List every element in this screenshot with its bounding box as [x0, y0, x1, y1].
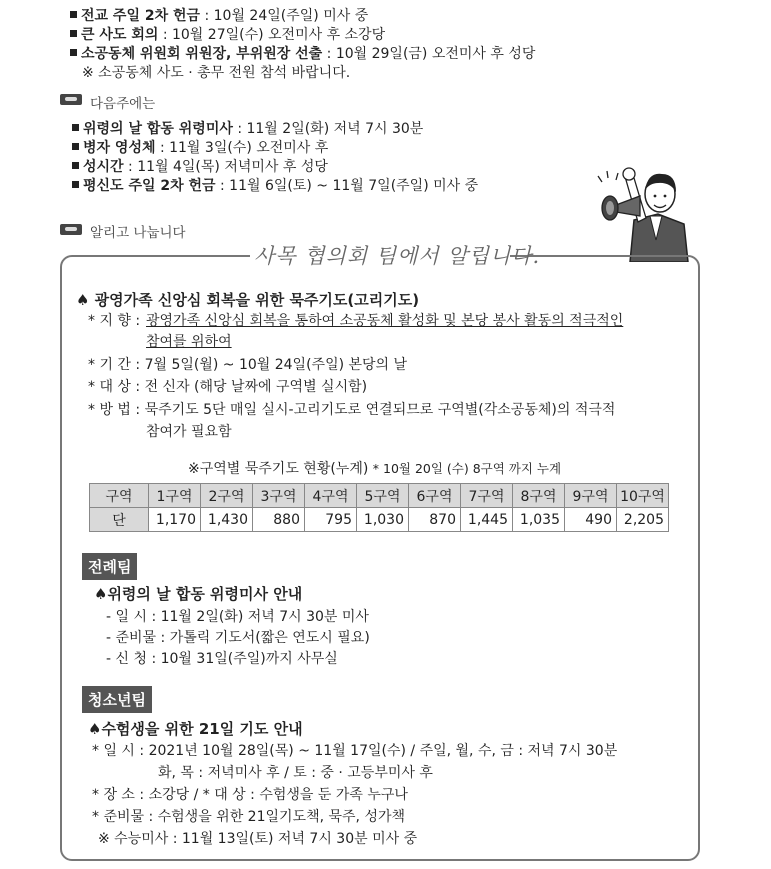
table-cell: 1,430 [201, 508, 253, 532]
schedule-title: 성시간 [83, 159, 124, 175]
youth-line: * 장 소 : 소강당 / * 대 상 : 수험생을 둔 가족 누구나 [92, 787, 408, 803]
status-title: ※구역별 묵주기도 현황(누계) [188, 461, 369, 477]
district-header: 2구역 [201, 484, 253, 508]
district-header: 9구역 [565, 484, 617, 508]
schedule-detail: : 11월 6일(토) ~ 11월 7일(주일) 미사 중 [215, 178, 479, 194]
district-header: 8구역 [513, 484, 565, 508]
rosary-goal-line1: 광영가족 신앙심 회복을 통하여 소공동체 활성화 및 본당 봉사 활동의 적극적인 [146, 313, 624, 329]
announce-detail: : 10월 27일(수) 오전미사 후 소강당 [158, 27, 386, 43]
rosary-method-line2: 참여가 필요함 [146, 424, 232, 440]
rosary-goal-label: * 지 향 : [88, 313, 141, 329]
team-label-youth: 청소년팀 [82, 686, 152, 713]
district-header: 6구역 [409, 484, 461, 508]
team-label-liturgy: 전례팀 [82, 553, 137, 580]
rosary-method-line1: * 방 법 : 묵주기도 5단 매일 실시-고리기도로 연결되므로 구역별(각소공동체)의 적극적 [88, 402, 616, 418]
schedule-title: 위령의 날 합동 위령미사 [83, 121, 233, 137]
table-header-cell: 단 [90, 508, 149, 532]
megaphone-man-illustration [596, 150, 696, 262]
announce-item [70, 45, 535, 64]
table-header-cell: 구역 [90, 484, 149, 508]
announce-title: 전교 주일 2차 헌금 [81, 8, 201, 24]
liturgy-heading: ♠위령의 날 합동 위령미사 안내 [94, 585, 303, 603]
rosary-period: * 기 간 : 7월 5일(월) ~ 10월 24일(주일) 본당의 날 [88, 357, 408, 373]
table-cell: 1,030 [357, 508, 409, 532]
liturgy-line: - 일 시 : 11월 2일(화) 저녁 7시 30분 미사 [106, 609, 369, 625]
schedule-item [72, 177, 478, 196]
youth-line: 화, 목 : 저녁미사 후 / 토 : 중 · 고등부미사 후 [158, 765, 433, 781]
status-caption [188, 459, 561, 479]
liturgy-line: - 준비물 : 가톨릭 기도서(짧은 연도시 필요) [106, 630, 370, 646]
district-header: 7구역 [461, 484, 513, 508]
announce-detail: : 10월 29일(금) 오전미사 후 성당 [322, 46, 536, 62]
announce-note: ※ 소공동체 사도 · 총무 전원 참석 바랍니다. [82, 65, 351, 81]
liturgy-line: - 신 청 : 10월 31일(주일)까지 사무실 [106, 651, 338, 667]
section-title-next-week: 다음주에는 [90, 96, 156, 112]
district-header: 3구역 [253, 484, 305, 508]
youth-note: ※ 수능미사 : 11월 13일(토) 저녁 7시 30분 미사 중 [98, 831, 418, 847]
announce-item [70, 26, 385, 45]
youth-heading: ♠수험생을 위한 21일 기도 안내 [88, 720, 303, 738]
youth-line: * 준비물 : 수험생을 위한 21일기도책, 묵주, 성가책 [92, 809, 406, 825]
schedule-detail: : 11월 4일(목) 저녁미사 후 성당 [123, 159, 328, 175]
schedule-detail: : 11월 3일(수) 오전미사 후 [155, 140, 329, 156]
district-rosary-table [89, 483, 669, 532]
announce-title: 큰 사도 회의 [81, 27, 159, 43]
table-cell: 795 [305, 508, 357, 532]
table-row [90, 508, 669, 532]
status-note: * 10월 20일 (수) 8구역 까지 누계 [372, 461, 562, 476]
announce-title: 소공동체 위원회 위원장, 부위원장 선출 [81, 46, 323, 62]
rosary-goal-line2: 참여를 위하여 [146, 334, 232, 350]
section-title-share: 알리고 나눕니다 [90, 225, 186, 241]
section-bullet-icon [60, 94, 82, 105]
district-header: 1구역 [149, 484, 201, 508]
schedule-title: 평신도 주일 2차 헌금 [83, 178, 216, 194]
schedule-detail: : 11월 2일(화) 저녁 7시 30분 [232, 121, 424, 137]
announce-detail: : 10월 24일(주일) 미사 중 [200, 8, 369, 24]
announce-item [70, 7, 368, 26]
schedule-item [72, 120, 423, 139]
table-cell: 880 [253, 508, 305, 532]
table-cell: 490 [565, 508, 617, 532]
table-cell: 870 [409, 508, 461, 532]
youth-line: * 일 시 : 2021년 10월 28일(목) ~ 11월 17일(수) / 주일, 월, 수, 금 : 저녁 7시 30분 [92, 743, 618, 759]
table-cell: 1,445 [461, 508, 513, 532]
table-cell: 1,170 [149, 508, 201, 532]
schedule-title: 병자 영성체 [83, 140, 156, 156]
banner-title: 사목 협의회 팀에서 알립니다. [254, 244, 541, 268]
district-header: 10구역 [617, 484, 669, 508]
district-header: 4구역 [305, 484, 357, 508]
table-cell: 2,205 [617, 508, 669, 532]
schedule-item [72, 139, 328, 158]
rosary-heading: ♠ 광영가족 신앙심 회복을 위한 묵주기도(고리기도) [76, 291, 420, 309]
table-row [90, 484, 669, 508]
schedule-item [72, 158, 328, 177]
district-header: 5구역 [357, 484, 409, 508]
rosary-target: * 대 상 : 전 신자 (해당 날짜에 구역별 실시함) [88, 379, 368, 395]
section-bullet-icon [60, 224, 82, 235]
table-cell: 1,035 [513, 508, 565, 532]
